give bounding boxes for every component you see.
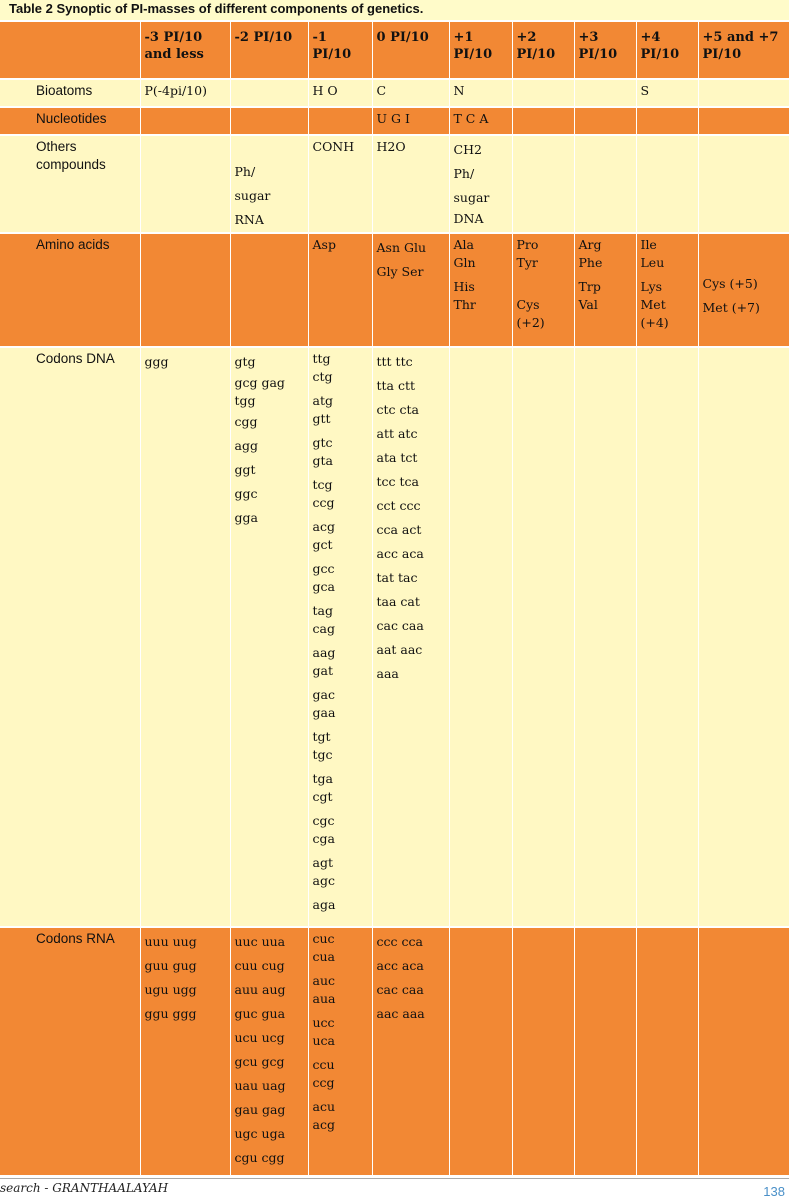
cell-line: Ile [640, 237, 657, 252]
codon: cag [312, 621, 335, 636]
codon-pair: ugc uga [234, 1126, 286, 1141]
codon: ucc [312, 1015, 335, 1030]
codon-pair: tat tac [376, 570, 418, 585]
table-cell [449, 347, 512, 927]
table-cell [230, 107, 308, 135]
codon: tgt [312, 729, 331, 744]
codon-pair: cgu cgg [234, 1150, 285, 1165]
codon: ccg [312, 495, 335, 510]
table-cell [512, 347, 574, 927]
cell-line: Met (+7) [702, 300, 760, 315]
codon: tga [312, 771, 333, 786]
table-cell [512, 233, 574, 347]
table-cell: H O [308, 79, 372, 107]
table-cell [140, 233, 230, 347]
table-cell [372, 233, 449, 347]
table-cell [372, 927, 449, 1175]
table-cell: Asp [308, 233, 372, 347]
codon-pair: ugu ugg [144, 982, 197, 997]
codon-pair: uau uag [234, 1078, 286, 1093]
table-cell [512, 135, 574, 233]
codon-pair: tta ctt [376, 378, 416, 393]
codon: gga [234, 510, 258, 525]
table-cell [574, 79, 636, 107]
cell-line: Trp [578, 279, 601, 294]
codon: gct [312, 537, 333, 552]
codon: gat [312, 663, 333, 678]
table-cell [512, 107, 574, 135]
codon: gaa [312, 705, 336, 720]
footer-divider [0, 1178, 789, 1179]
codon-pair: tcc tca [376, 474, 419, 489]
codon: gcc [312, 561, 335, 576]
codon: ggg [144, 354, 169, 369]
table-row-nucleotides [0, 107, 789, 135]
codon: tag [312, 603, 333, 618]
table-cell [449, 135, 512, 233]
table-cell [449, 927, 512, 1175]
cell-line: Asn Glu [376, 240, 426, 255]
footer-journal-name: search - GRANTHAALAYAH [0, 1181, 169, 1195]
codon-pair: gcu gcg [234, 1054, 285, 1069]
table-cell [574, 107, 636, 135]
table-cell [230, 927, 308, 1175]
codon-pair: ata tct [376, 450, 418, 465]
codon: ctg [312, 369, 333, 384]
cell-line: Phe [578, 255, 603, 270]
codon: acg [312, 519, 335, 534]
row-label: Bioatoms [0, 79, 140, 107]
table-cell [574, 233, 636, 347]
table-cell: T C A [449, 107, 512, 135]
row-label: Nucleotides [0, 107, 140, 135]
codon-pair: gau gag [234, 1102, 286, 1117]
codon-pair: cct ccc [376, 498, 421, 513]
table-cell [230, 347, 308, 927]
codon: gcg gag [234, 375, 285, 390]
codon: acg [312, 1117, 335, 1132]
header-cell: +3 PI/10 [574, 21, 636, 79]
table-row-others [0, 135, 789, 233]
cell-line: His [453, 279, 475, 294]
codon: tgg [234, 393, 256, 408]
row-label: Codons RNA [0, 927, 140, 1175]
table-cell [512, 79, 574, 107]
cell-line: (+4) [640, 315, 669, 330]
header-cell: -3 PI/10 and less [140, 21, 230, 79]
codon: ccg [312, 1075, 335, 1090]
table-cell: S [636, 79, 698, 107]
header-cell: +4 PI/10 [636, 21, 698, 79]
cell-line: Met [640, 297, 666, 312]
codon: aga [312, 897, 336, 912]
codon: cgc [312, 813, 335, 828]
table-cell [372, 347, 449, 927]
table-cell [574, 135, 636, 233]
codon: gtc [312, 435, 333, 450]
codon-pair: att atc [376, 426, 418, 441]
codon-pair: aac aaa [376, 1006, 425, 1021]
cell-line: Gly Ser [376, 264, 424, 279]
codon-pair: ucu ucg [234, 1030, 285, 1045]
row-label: Codons DNA [0, 347, 140, 927]
cell-line: sugar [234, 188, 271, 203]
header-cell: -1 PI/10 [308, 21, 372, 79]
cell-line: Ph/ [234, 164, 256, 179]
cell-line: Leu [640, 255, 665, 270]
cell-line: CH2 [453, 142, 482, 157]
codon-pair: auu aug [234, 982, 286, 997]
codon-pair: acc aca [376, 546, 424, 561]
table-cell [308, 107, 372, 135]
codon: auc [312, 973, 336, 988]
codon-pair: guc gua [234, 1006, 286, 1021]
table-cell: P(-4pi/10) [140, 79, 230, 107]
table-row-codons-rna [0, 927, 789, 1175]
codon-pair: guu gug [144, 958, 197, 973]
header-cell: +5 and +7 PI/10 [698, 21, 789, 79]
codon: aag [312, 645, 336, 660]
table-cell [574, 347, 636, 927]
codon-pair: aaa [376, 666, 399, 681]
codon: ttg [312, 351, 331, 366]
codon: gtt [312, 411, 331, 426]
row-label: Amino acids [0, 233, 140, 347]
table-cell [698, 233, 789, 347]
table-cell: U G I [372, 107, 449, 135]
table-cell [698, 135, 789, 233]
table-cell [140, 927, 230, 1175]
table-cell [698, 347, 789, 927]
codon-pair: cuu cug [234, 958, 285, 973]
codon-pair: cac caa [376, 618, 424, 633]
table-cell [230, 135, 308, 233]
cell-line: Ala [453, 237, 474, 252]
table-cell [636, 107, 698, 135]
codon-pair: cac caa [376, 982, 424, 997]
codon: gac [312, 687, 335, 702]
codon: gtg [234, 354, 256, 369]
codon: ccu [312, 1057, 335, 1072]
codon: agg [234, 438, 258, 453]
page-number: 138 [763, 1184, 785, 1199]
cell-line: sugar [453, 190, 490, 205]
codon: aua [312, 991, 336, 1006]
table-cell [636, 347, 698, 927]
synoptic-table [0, 20, 789, 1175]
table-row-amino-acids [0, 233, 789, 347]
codon: cgt [312, 789, 333, 804]
codon-pair: acc aca [376, 958, 424, 973]
cell-line: Gln [453, 255, 476, 270]
table-cell: C [372, 79, 449, 107]
cell-line: Val [578, 297, 598, 312]
cell-line: RNA [234, 212, 264, 227]
table-cell [512, 927, 574, 1175]
codon-pair: ttt ttc [376, 354, 413, 369]
table-cell [574, 927, 636, 1175]
table-cell [698, 927, 789, 1175]
table-cell: H2O [372, 135, 449, 233]
table-cell [230, 233, 308, 347]
table-cell [308, 927, 372, 1175]
codon-pair: uuc uua [234, 934, 286, 949]
codon: cuc [312, 931, 335, 946]
header-cell [0, 21, 140, 79]
cell-line: Thr [453, 297, 476, 312]
codon: atg [312, 393, 333, 408]
codon: gta [312, 453, 333, 468]
table-cell: N [449, 79, 512, 107]
codon: cua [312, 949, 336, 964]
codon: tcg [312, 477, 333, 492]
header-cell: +1 PI/10 [449, 21, 512, 79]
table-cell [140, 107, 230, 135]
codon: tgc [312, 747, 333, 762]
cell-line: Cys (+5) [702, 276, 758, 291]
table-cell: CONH [308, 135, 372, 233]
table-row-bioatoms [0, 79, 789, 107]
table-cell [698, 107, 789, 135]
row-label: Others compounds [0, 135, 140, 233]
cell-line: Pro [516, 237, 539, 252]
codon-pair: ggu ggg [144, 1006, 197, 1021]
table-cell [308, 347, 372, 927]
cell-line: Lys [640, 279, 663, 294]
codon-pair: taa cat [376, 594, 420, 609]
table-caption: Table 2 Synoptic of PI-masses of different components of genetics. [0, 0, 789, 20]
codon: cga [312, 831, 335, 846]
cell-line: DNA [453, 211, 484, 226]
cell-line: (+2) [516, 315, 545, 330]
codon: ggt [234, 462, 256, 477]
codon: agc [312, 873, 335, 888]
header-cell: -2 PI/10 [230, 21, 308, 79]
codon: agt [312, 855, 333, 870]
header-cell: 0 PI/10 [372, 21, 449, 79]
cell-line: Arg [578, 237, 602, 252]
table-cell [698, 79, 789, 107]
table-cell [140, 347, 230, 927]
codon: ggc [234, 486, 258, 501]
codon-pair: ccc cca [376, 934, 423, 949]
codon: cgg [234, 414, 258, 429]
codon-pair: cca act [376, 522, 422, 537]
cell-line: Ph/ [453, 166, 475, 181]
codon-pair: aat aac [376, 642, 423, 657]
codon: gca [312, 579, 335, 594]
table-row-codons-dna [0, 347, 789, 927]
table-cell [449, 233, 512, 347]
table-cell [636, 927, 698, 1175]
table-cell [140, 135, 230, 233]
codon: acu [312, 1099, 336, 1114]
codon-pair: uuu uug [144, 934, 197, 949]
cell-line: Cys [516, 297, 540, 312]
codon-pair: ctc cta [376, 402, 419, 417]
cell-line: Tyr [516, 255, 538, 270]
table-cell [230, 79, 308, 107]
header-row [0, 21, 789, 79]
table-cell [636, 233, 698, 347]
table-cell [636, 135, 698, 233]
codon: uca [312, 1033, 336, 1048]
header-cell: +2 PI/10 [512, 21, 574, 79]
